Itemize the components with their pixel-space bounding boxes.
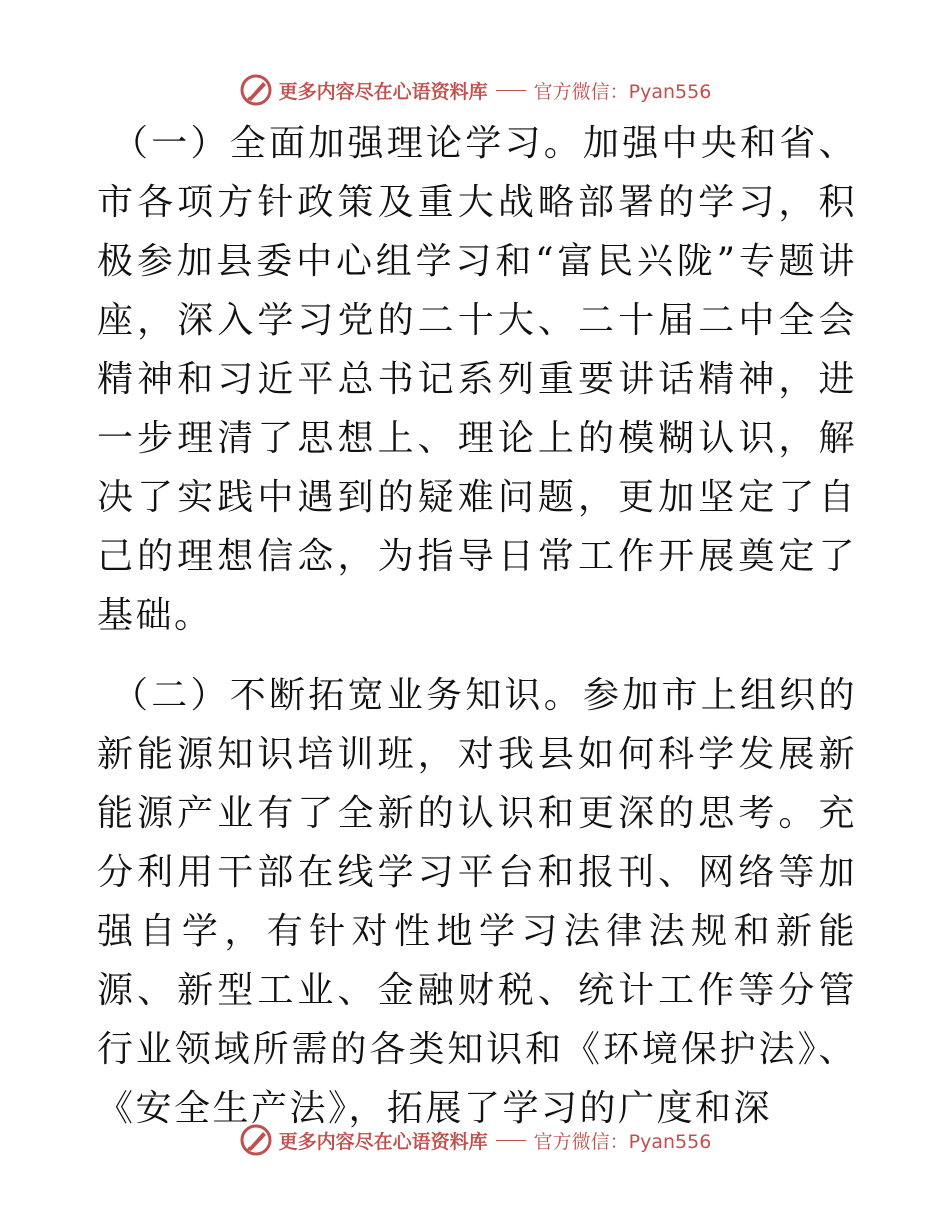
header-slogan: 更多内容尽在心语资料库 — [278, 80, 488, 103]
paragraph-theory-study: （一）全面加强理论学习。加强中央和省、市各项方针政策及重大战略部署的学习，积极参加县委中心组学习和“富民兴陇”专题讲座，深入学习党的二十大、二十届二中全会精神和习近平总书记系列重要讲话精神，进一步理清了思想上、理论上的模糊认识，解决了实践中遇到的疑难问题，更加坚定了自己的理想信念，为指导日常工作开展奠定了基础。 — [97, 123, 857, 636]
document-body — [97, 114, 857, 1138]
header-dash-divider — [496, 90, 526, 91]
quill-logo-icon — [239, 1123, 273, 1157]
quill-logo-icon — [239, 73, 273, 107]
header-contact: 官方微信：Pyan556 — [533, 80, 712, 103]
paragraph-business-knowledge: （二）不断拓宽业务知识。参加市上组织的新能源知识培训班，对我县如何科学发展新能源产业有了全新的认识和更深的思考。充分利用干部在线学习平台和报刊、网络等加强自学，有针对性地学习法律法规和新能源、新型工业、金融财税、统计工作等分管行业领域所需的各类知识和《环境保护法》、《安全生产法》，拓展了学习的广度和深 — [97, 675, 857, 1129]
footer-contact: 官方微信：Pyan556 — [533, 1130, 712, 1153]
footer-dash-divider — [496, 1140, 526, 1141]
footer-watermark-banner — [0, 1120, 950, 1160]
header-watermark-banner — [0, 70, 950, 110]
footer-slogan: 更多内容尽在心语资料库 — [278, 1130, 488, 1153]
